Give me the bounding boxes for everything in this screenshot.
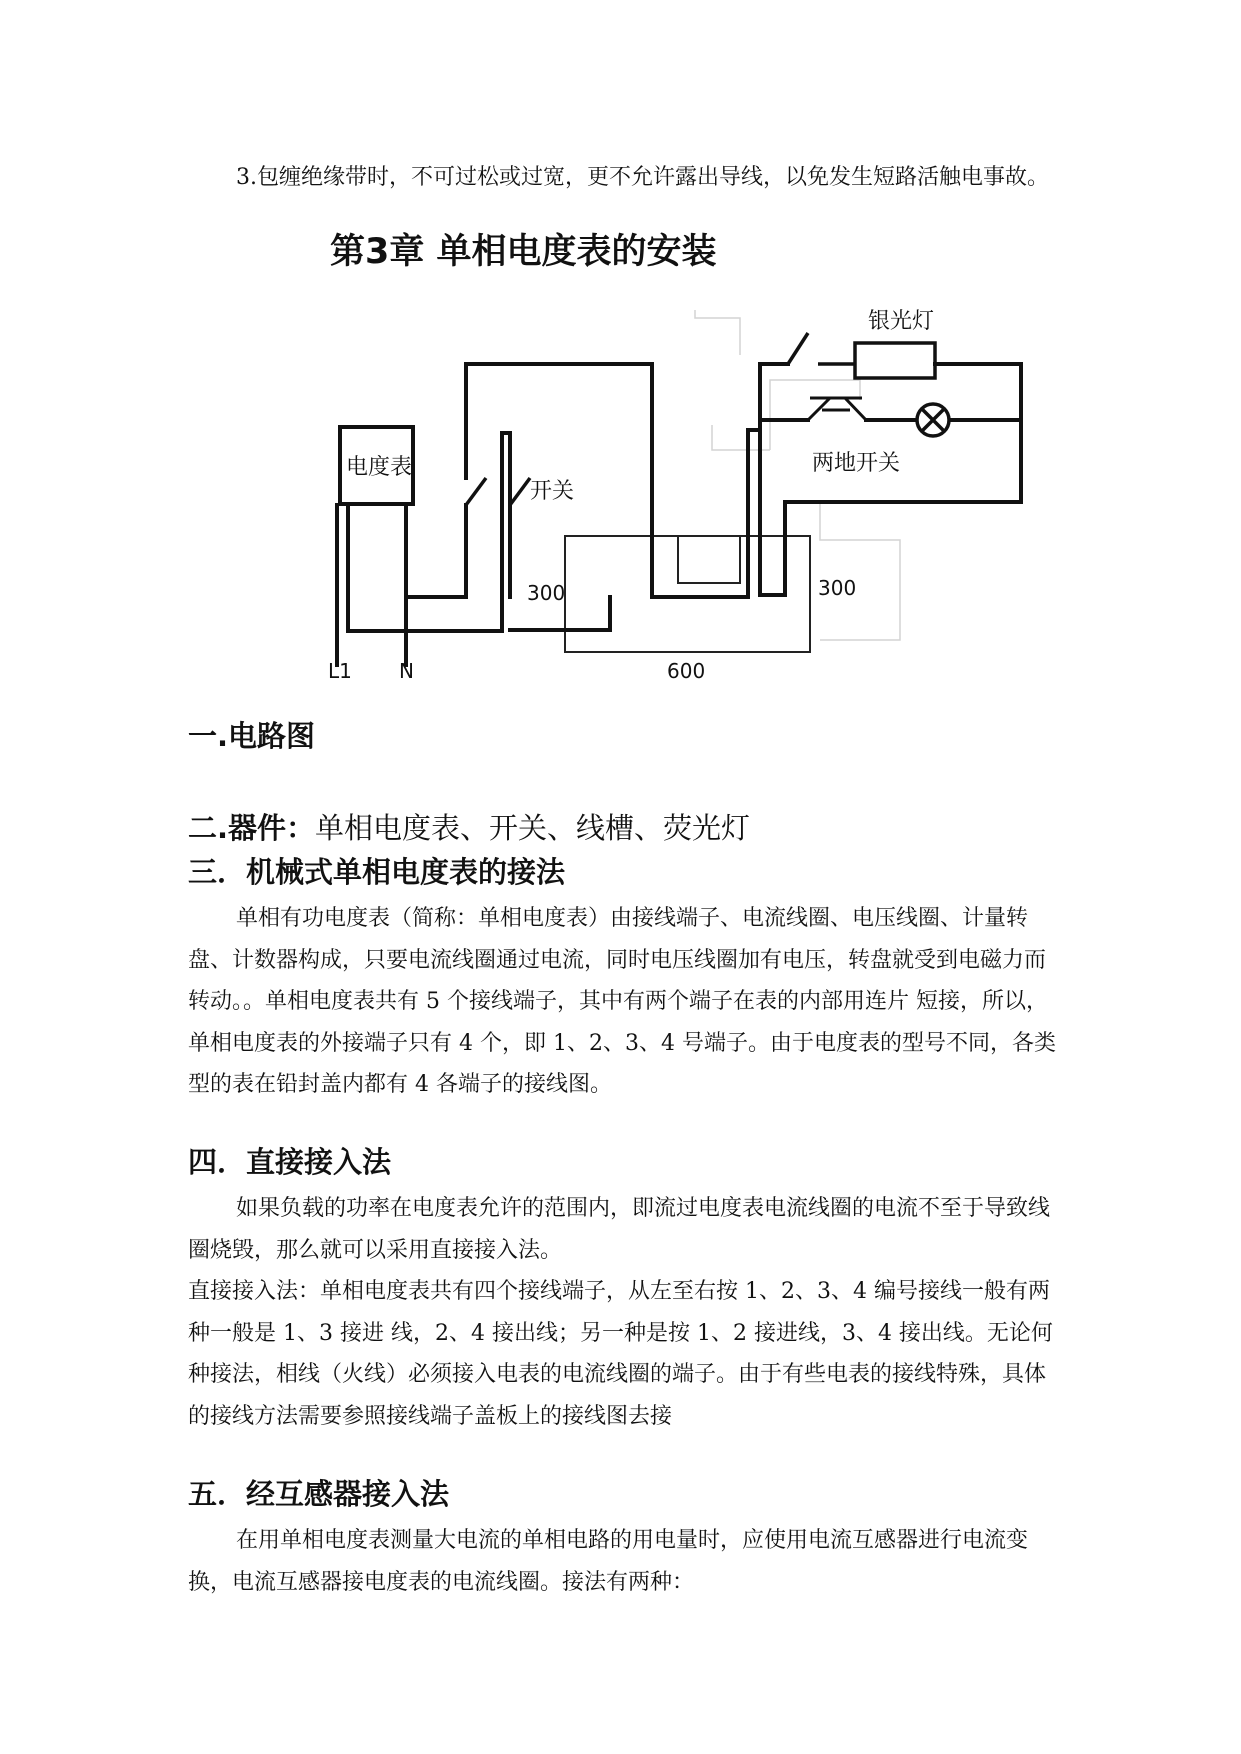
section-1-title: 一.电路图 — [188, 719, 316, 753]
dimension-left: 300 — [527, 581, 566, 605]
section-2-content: 单相电度表、开关、线槽、荧光灯 — [315, 811, 751, 845]
two-way-switch-symbol — [808, 398, 866, 420]
terminal-n: N — [399, 659, 414, 683]
section-3-paragraph: 单相有功电度表（简称：单相电度表）由接线端子、电流线圈、电压线圈、计量转盘、计数器构成，只要电流线圈通过电流，同时电压线圈加有电压，转盘就受到电磁力而转动。。单相电度表共有 5 个接线端子，其中有两个端子在表的内部用连片 短接，所以，单相电度表的外接端子只有 4 个，即 1、2、3、4 号端子。由于电度表的型号不同，各类型的表在铅封盖内都有 4 各端子的接线图。 — [188, 906, 1056, 1097]
lamp-label: 银光灯 — [868, 309, 935, 334]
chapter-title: 第3章 单相电度表的安装 — [330, 232, 717, 272]
two-way-switch-label: 两地开关 — [812, 451, 901, 476]
section-4-paragraph-2: 直接接入法：单相电度表共有四个接线端子，从左至右按 1、2、3、4 编号接线一般有两种一般是 1、3 接进 线，2、4 接出线；另一种是按 1、2 接进线，3、4 接出线。无论何种接法，相线（火线）必须接入电表的电流线圈的端子。由于有些电表的接线特殊，具体的接线方法需要参照接线端子盖板上的接线图去接 — [188, 1279, 1053, 1429]
fluorescent-lamp-icon — [855, 343, 935, 378]
dimension-bottom: 600 — [667, 659, 706, 683]
circuit-wires — [337, 364, 1021, 665]
section-2-heading — [188, 808, 750, 848]
wire-right-vertical — [760, 364, 1021, 595]
circuit-diagram — [0, 0, 1241, 720]
dimension-right: 300 — [818, 576, 857, 600]
section-4-paragraph-1: 如果负载的功率在电度表允许的范围内，即流过电度表电流线圈的电流不至于导致线圈烧毁，那么就可以采用直接接入法。 — [188, 1196, 1051, 1263]
lamp-switch-symbol — [788, 333, 855, 364]
switch-label: 开关 — [530, 479, 575, 504]
intro-paragraph: 3.包缠绝缘带时，不可过松或过宽，更不允许露出导线，以免发生短路活触电事故。 — [236, 165, 1049, 190]
section-5-title: 五．经互感器接入法 — [188, 1477, 450, 1511]
section-4-title: 四．直接接入法 — [188, 1145, 392, 1179]
bulb-icon — [917, 404, 949, 436]
terminal-l1: L1 — [328, 659, 352, 683]
switch-symbol — [466, 478, 530, 505]
section-3-title: 三．机械式单相电度表的接法 — [188, 855, 566, 889]
section-5-paragraph: 在用单相电度表测量大电流的单相电路的用电量时，应使用电流互感器进行电流变换，电流互感器接电度表的电流线圈。接法有两种： — [188, 1528, 1029, 1595]
wire-meter-switch — [406, 505, 466, 597]
section-2-title: 二.器件： — [188, 811, 316, 845]
meter-label: 电度表 — [346, 455, 413, 480]
